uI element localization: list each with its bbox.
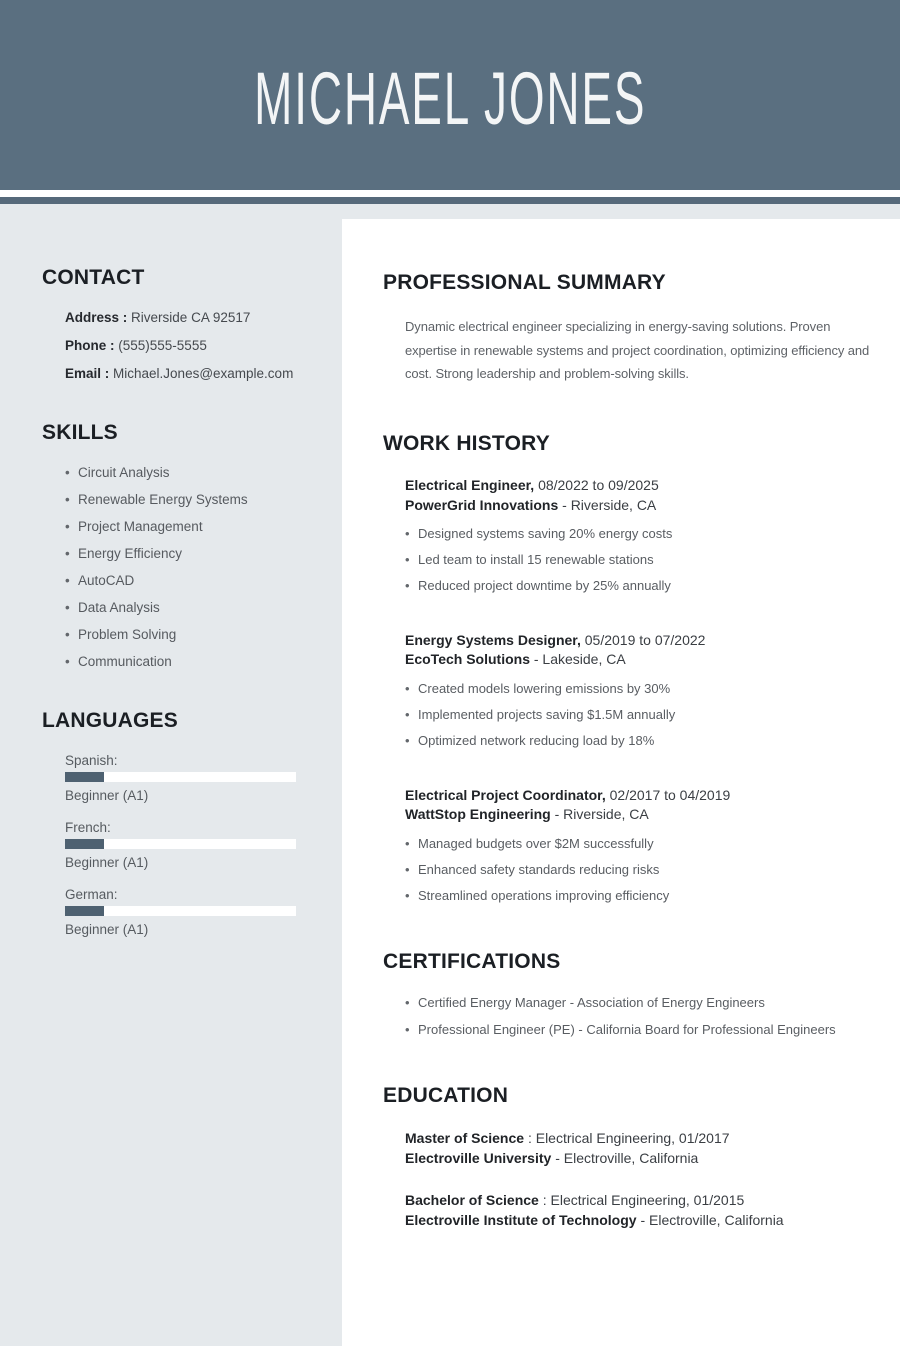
school-location: - Electroville, California <box>555 1150 699 1167</box>
languages-section <box>42 709 314 937</box>
job-title-line <box>405 476 880 496</box>
contact-value: Riverside CA 92517 <box>131 310 251 325</box>
contact-row-address <box>65 310 314 325</box>
job-title: Electrical Engineer, <box>405 476 535 493</box>
language-progress-track <box>65 839 296 849</box>
job-title-line <box>405 786 880 806</box>
language-progress-track <box>65 906 296 916</box>
education-entry <box>405 1128 880 1169</box>
certifications-heading: CERTIFICATIONS <box>383 950 561 974</box>
job-company-line <box>405 650 880 670</box>
school-line <box>405 1148 880 1168</box>
language-name: French: <box>65 820 111 835</box>
degree-name: Master of Science <box>405 1130 525 1147</box>
skills-list <box>42 465 314 669</box>
school-line <box>405 1210 880 1230</box>
skill-item: • Data Analysis <box>65 600 314 615</box>
job-bullet: • Created models lowering emissions by 30% <box>405 680 880 698</box>
summary-section <box>383 271 880 386</box>
certifications-list <box>383 994 880 1038</box>
language-progress-fill <box>65 906 104 916</box>
job-dates: 08/2022 to 09/2025 <box>538 476 659 493</box>
header-divider-dark <box>0 197 900 204</box>
language-level: Beginner (A1) <box>65 922 149 937</box>
job-company: WattStop Engineering <box>405 806 551 823</box>
school-name: Electroville University <box>405 1150 552 1167</box>
language-item-spanish <box>65 753 314 803</box>
contact-section <box>42 266 314 381</box>
degree-field: : Electrical Engineering, 01/2017 <box>527 1130 730 1147</box>
contact-value: Michael.Jones@example.com <box>113 366 294 381</box>
job-bullets <box>405 525 880 595</box>
skill-item: • Energy Efficiency <box>65 546 314 561</box>
work-history-section <box>383 432 880 904</box>
language-progress-fill <box>65 839 104 849</box>
job-location: - Riverside, CA <box>562 496 657 513</box>
job-company: PowerGrid Innovations <box>405 496 559 513</box>
job-bullet: • Designed systems saving 20% energy costs <box>405 525 880 543</box>
main-column <box>342 219 900 1346</box>
language-item-german <box>65 887 314 937</box>
sidebar <box>0 204 342 1346</box>
contact-label: Email : <box>65 366 110 381</box>
degree-name: Bachelor of Science <box>405 1191 539 1208</box>
job-location: - Lakeside, CA <box>533 651 626 668</box>
job-bullet: • Reduced project downtime by 25% annually <box>405 577 880 595</box>
job-entry <box>405 786 880 905</box>
skill-item: • Renewable Energy Systems <box>65 492 314 507</box>
degree-field: : Electrical Engineering, 01/2015 <box>542 1191 745 1208</box>
job-company: EcoTech Solutions <box>405 651 530 668</box>
contact-label: Address : <box>65 310 128 325</box>
job-bullets <box>405 680 880 750</box>
skills-section <box>42 421 314 669</box>
job-title: Electrical Project Coordinator, <box>405 786 606 803</box>
language-level: Beginner (A1) <box>65 788 149 803</box>
certification-item: • Certified Energy Manager - Association of Energy Engineers <box>405 994 880 1012</box>
job-entry <box>405 631 880 750</box>
languages-heading: LANGUAGES <box>42 709 178 732</box>
job-title: Energy Systems Designer, <box>405 631 581 648</box>
job-location: - Riverside, CA <box>554 806 649 823</box>
summary-heading: PROFESSIONAL SUMMARY <box>383 271 666 294</box>
language-item-french <box>65 820 314 870</box>
job-bullet: • Led team to install 15 renewable stations <box>405 551 880 569</box>
contact-row-phone <box>65 338 314 353</box>
skill-item: • Communication <box>65 654 314 669</box>
language-level: Beginner (A1) <box>65 855 149 870</box>
certification-item: • Professional Engineer (PE) - California Board for Professional Engineers <box>405 1021 880 1039</box>
education-heading: EDUCATION <box>383 1084 509 1108</box>
job-title-line <box>405 631 880 651</box>
job-bullets <box>405 835 880 905</box>
contact-label: Phone : <box>65 338 115 353</box>
language-progress-fill <box>65 772 104 782</box>
certifications-section <box>383 950 880 1038</box>
job-bullet: • Enhanced safety standards reducing risks <box>405 861 880 879</box>
school-name: Electroville Institute of Technology <box>405 1211 637 1228</box>
skill-item: • AutoCAD <box>65 573 314 588</box>
skills-heading: SKILLS <box>42 421 118 444</box>
language-name: Spanish: <box>65 753 118 768</box>
contact-value: (555)555-5555 <box>118 338 207 353</box>
education-entry <box>405 1190 880 1231</box>
work-history-heading: WORK HISTORY <box>383 431 550 455</box>
job-company-line <box>405 496 880 516</box>
page-title: MICHAEL JONES <box>253 56 647 140</box>
school-location: - Electroville, California <box>640 1211 784 1228</box>
content-area <box>0 204 900 1346</box>
skill-item: • Project Management <box>65 519 314 534</box>
degree-line <box>405 1128 880 1148</box>
job-entry <box>405 476 880 595</box>
degree-line <box>405 1190 880 1210</box>
job-bullet: • Implemented projects saving $1.5M annually <box>405 706 880 724</box>
summary-text: Dynamic electrical engineer specializing in energy-saving solutions. Proven expertise in renewable systems and project coordination, optimizing efficiency and cost. Strong leadership and problem-solving skills. <box>405 319 870 382</box>
job-bullet: • Streamlined operations improving efficiency <box>405 887 880 905</box>
skill-item: • Circuit Analysis <box>65 465 314 480</box>
skill-item: • Problem Solving <box>65 627 314 642</box>
contact-row-email <box>65 366 314 381</box>
job-dates: 05/2019 to 07/2022 <box>584 631 706 648</box>
page-bottom-strip <box>0 1346 900 1350</box>
job-dates: 02/2017 to 04/2019 <box>609 786 731 803</box>
language-name: German: <box>65 887 118 902</box>
job-bullet: • Optimized network reducing load by 18% <box>405 732 880 750</box>
job-bullet: • Managed budgets over $2M successfully <box>405 835 880 853</box>
header-banner <box>0 0 900 190</box>
contact-heading: CONTACT <box>42 266 145 289</box>
header-divider-white <box>0 190 900 197</box>
language-progress-track <box>65 772 296 782</box>
job-company-line <box>405 805 880 825</box>
education-section <box>383 1084 880 1230</box>
